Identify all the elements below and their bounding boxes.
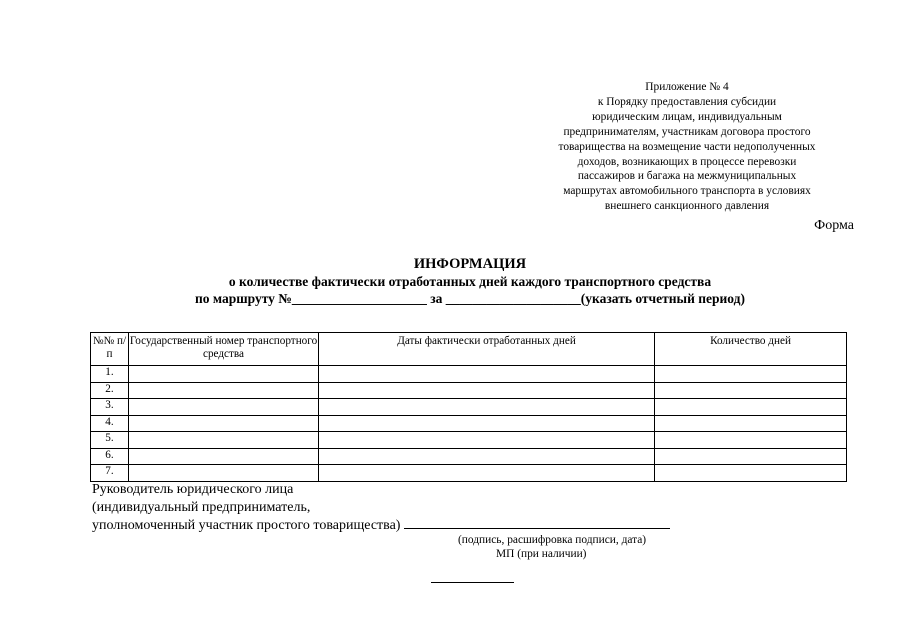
appendix-line: Приложение № 4 <box>645 81 729 93</box>
appendix-line: к Порядку предоставления субсидии <box>597 95 777 108</box>
form-label: Форма <box>814 218 854 233</box>
row-count-cell <box>655 415 847 432</box>
row-number: 2. <box>91 382 129 399</box>
appendix-line: внешнего санкционного давления <box>604 200 770 213</box>
table-row <box>91 366 847 383</box>
row-plate-cell <box>129 448 319 465</box>
title-subheading: о количестве фактически отработанных дней каждого транспортного средства <box>228 274 712 289</box>
row-dates-cell <box>319 399 655 416</box>
header-cell-number: №№ п/п <box>91 333 129 366</box>
table-row <box>91 382 847 399</box>
document-title <box>120 256 820 307</box>
header-cell-dates: Даты фактически отработанных дней <box>319 333 655 366</box>
title-heading: ИНФОРМАЦИЯ <box>413 256 527 272</box>
appendix-block <box>536 80 838 214</box>
row-count-cell <box>655 448 847 465</box>
table-row <box>91 432 847 449</box>
appendix-line: доходов, возникающих в процессе перевозки <box>577 155 797 168</box>
bottom-rule <box>431 582 514 583</box>
row-dates-cell <box>319 465 655 482</box>
row-count-cell <box>655 399 847 416</box>
row-number: 5. <box>91 432 129 449</box>
appendix-line: юридическим лицам, индивидуальным <box>592 110 782 123</box>
signature-caption: (подпись, расшифровка подписи, дата) <box>458 534 647 546</box>
table-row <box>91 415 847 432</box>
row-plate-cell <box>129 399 319 416</box>
table-row <box>91 465 847 482</box>
header-cell-plate: Государственный номер транспортного средства <box>129 333 319 366</box>
row-dates-cell <box>319 415 655 432</box>
signatory-line-with-blank <box>92 516 670 535</box>
row-count-cell <box>655 382 847 399</box>
row-number: 1. <box>91 366 129 383</box>
stamp-label: МП (при наличии) <box>496 548 587 560</box>
row-dates-cell <box>319 382 655 399</box>
row-plate-cell <box>129 465 319 482</box>
row-dates-cell <box>319 366 655 383</box>
row-plate-cell <box>129 366 319 383</box>
vehicle-days-table <box>90 332 847 482</box>
row-count-cell <box>655 432 847 449</box>
row-dates-cell <box>319 432 655 449</box>
row-count-cell <box>655 465 847 482</box>
row-number: 6. <box>91 448 129 465</box>
signatory-line: уполномоченный участник простого товарищества) <box>92 518 401 533</box>
row-plate-cell <box>129 415 319 432</box>
table-row <box>91 448 847 465</box>
row-count-cell <box>655 366 847 383</box>
signatory-line: Руководитель юридического лица <box>92 482 294 497</box>
appendix-line: предпринимателям, участникам договора простого <box>563 125 811 138</box>
signature-block <box>92 481 670 535</box>
header-cell-count: Количество дней <box>655 333 847 366</box>
row-number: 7. <box>91 465 129 482</box>
table-row <box>91 399 847 416</box>
row-plate-cell <box>129 382 319 399</box>
appendix-line: маршрутах автомобильного транспорта в условиях <box>563 185 811 198</box>
appendix-line: пассажиров и багажа на межмуниципальных <box>577 170 797 183</box>
table-header-row <box>91 333 847 366</box>
row-number: 4. <box>91 415 129 432</box>
signature-blank-line <box>404 516 670 529</box>
row-plate-cell <box>129 432 319 449</box>
title-route-line: по маршруту №____________________ за ____________________(указать отчетный период) <box>194 291 745 306</box>
row-number: 3. <box>91 399 129 416</box>
signatory-line: (индивидуальный предприниматель, <box>92 499 311 515</box>
row-dates-cell <box>319 448 655 465</box>
appendix-line: товарищества на возмещение части недополученных <box>558 140 816 153</box>
